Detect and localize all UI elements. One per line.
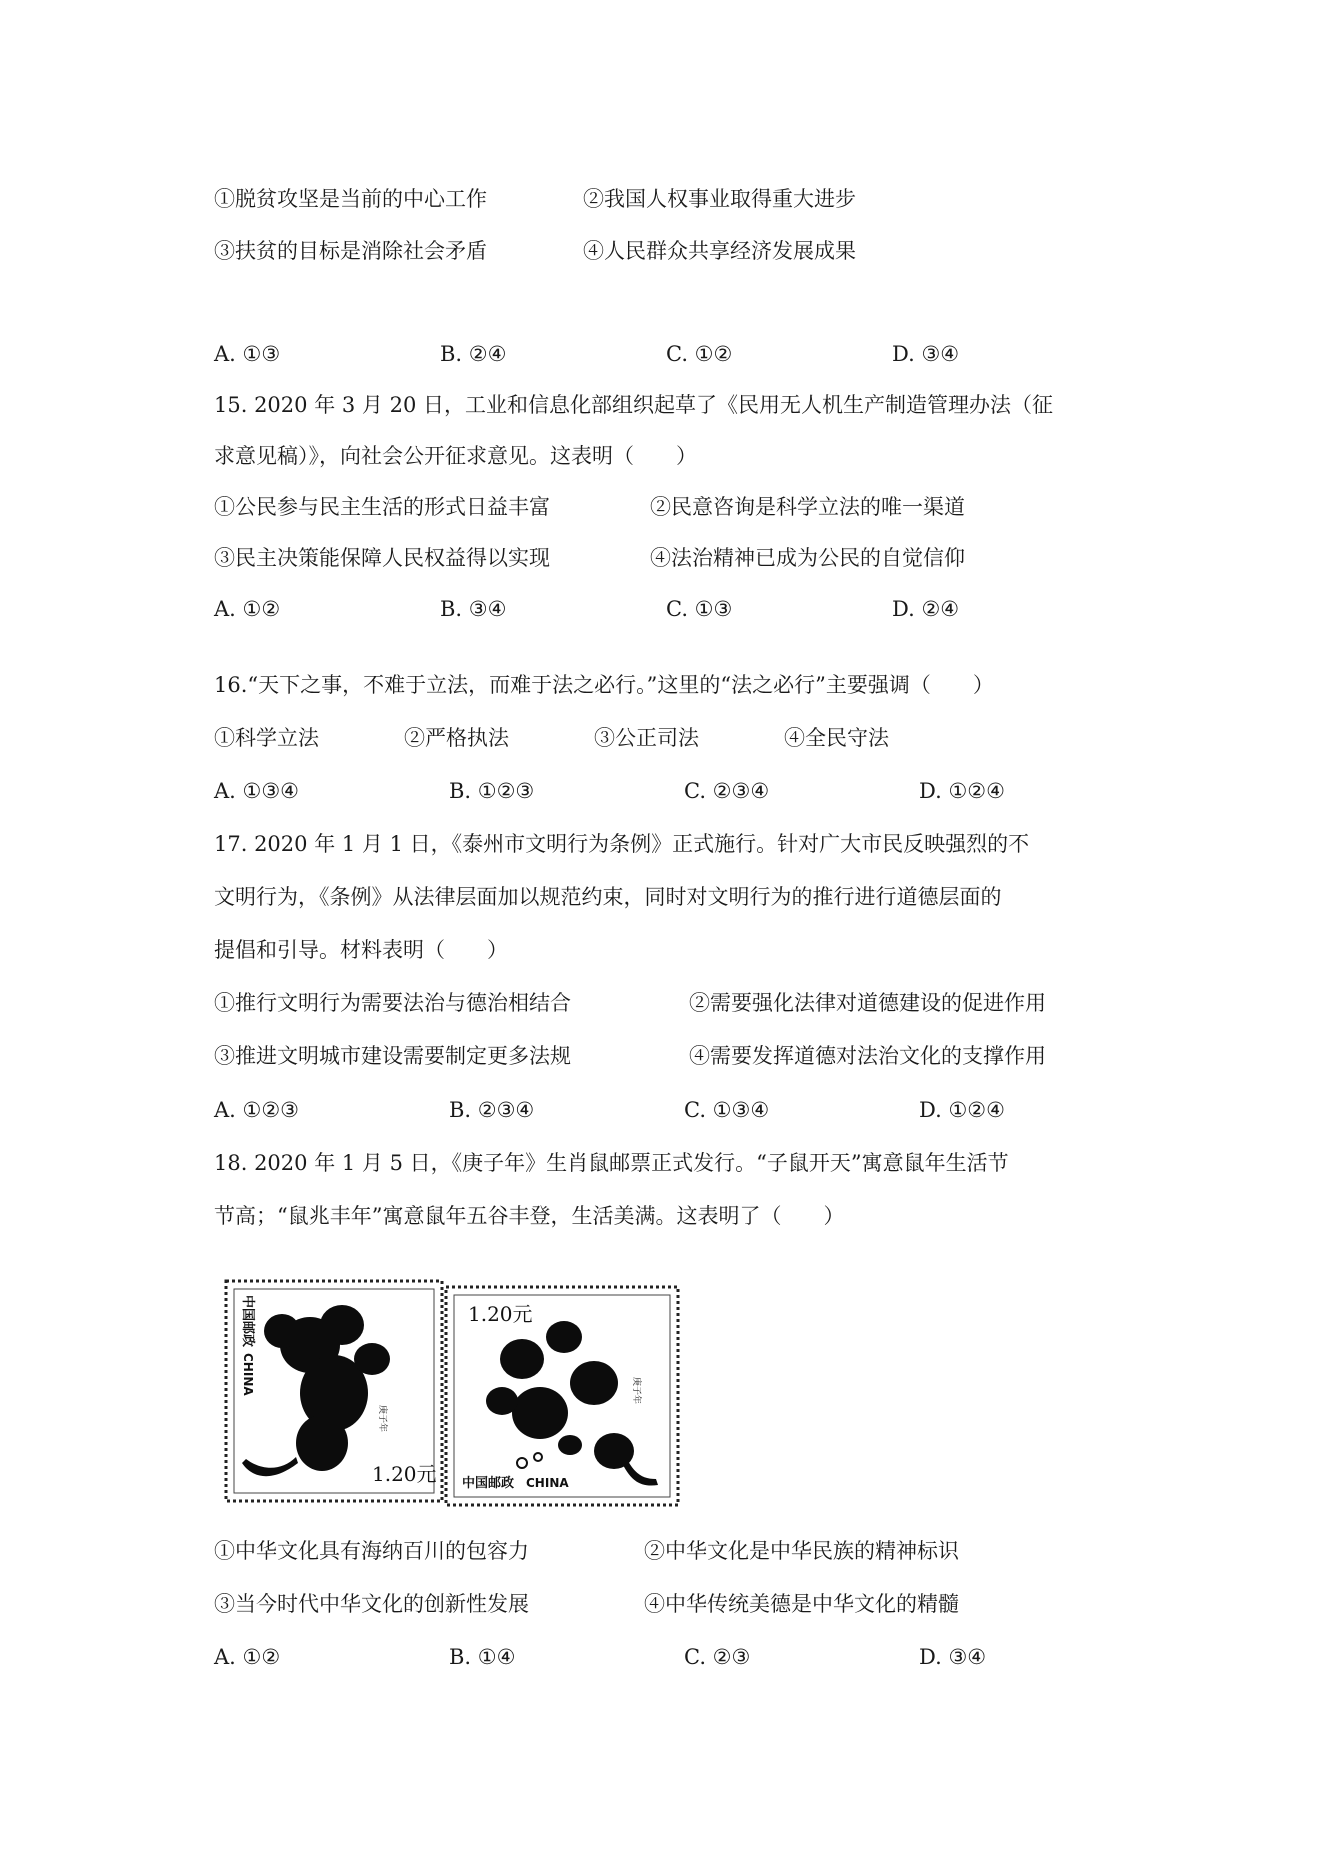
q17-statement-3: ③推进文明城市建设需要制定更多法规 (214, 1044, 571, 1068)
q18-statement-2: ②中华文化是中华民族的精神标识 (644, 1539, 959, 1563)
q18-statement-4: ④中华传统美德是中华文化的精髓 (644, 1592, 959, 1616)
q17-option-c[interactable]: C. ①③④ (684, 1098, 770, 1122)
stamp-1-year-label: 庚子年 (377, 1405, 387, 1433)
q16-statement-1: ①科学立法 (214, 726, 319, 750)
q16-option-a[interactable]: A. ①③④ (214, 779, 299, 803)
stamp-2-brand: 中国邮政 (462, 1476, 515, 1491)
q17-option-b[interactable]: B. ②③④ (449, 1098, 535, 1122)
q18-option-a[interactable]: A. ①② (214, 1645, 281, 1669)
q15-statement-3: ③民主决策能保障人民权益得以实现 (214, 546, 550, 570)
q18-option-c[interactable]: C. ②③ (684, 1645, 751, 1669)
q17-statement-1: ①推行文明行为需要法治与德治相结合 (214, 991, 571, 1015)
q14-option-a[interactable]: A. ①③ (214, 342, 281, 366)
q16-statement-4: ④全民守法 (784, 726, 889, 750)
stamp-2-value: 1.20元 (468, 1302, 533, 1326)
q17-statement-2: ②需要强化法律对道德建设的促进作用 (689, 991, 1046, 1015)
q14-statement-3: ③扶贫的目标是消除社会矛盾 (214, 239, 487, 263)
q18-statement-3: ③当今时代中华文化的创新性发展 (214, 1592, 529, 1616)
q18-statement-1: ①中华文化具有海纳百川的包容力 (214, 1539, 529, 1563)
q14-statement-1: ①脱贫攻坚是当前的中心工作 (214, 187, 487, 211)
q17-stem-line-3: 提倡和引导。材料表明（ ） (214, 938, 508, 962)
stamp-1-value: 1.20元 (372, 1462, 437, 1486)
q17-statement-4: ④需要发挥道德对法治文化的支撑作用 (689, 1044, 1046, 1068)
q18-option-b[interactable]: B. ①④ (449, 1645, 516, 1669)
q15-option-d[interactable]: D. ②④ (892, 597, 960, 621)
q18-stem-line-1: 18. 2020 年 1 月 5 日，《庚子年》生肖鼠邮票正式发行。“子鼠开天”寓意鼠年生活节 (214, 1151, 1009, 1175)
stamp-2-country: CHINA (526, 1476, 569, 1490)
zodiac-rat-stamps-image (222, 1273, 682, 1513)
q15-option-c[interactable]: C. ①③ (666, 597, 733, 621)
q14-statement-4: ④人民群众共享经济发展成果 (583, 239, 856, 263)
q14-option-d[interactable]: D. ③④ (892, 342, 960, 366)
q17-option-a[interactable]: A. ①②③ (214, 1098, 299, 1122)
stamp-1-country: CHINA (241, 1353, 255, 1396)
q18-stem-line-2: 节高；“鼠兆丰年”寓意鼠年五谷丰登，生活美满。这表明了（ ） (214, 1204, 845, 1228)
q16-stem-line-1: 16.“天下之事，不难于立法，而难于法之必行。”这里的“法之必行”主要强调（ ） (214, 673, 994, 697)
q16-statement-2: ②严格执法 (404, 726, 509, 750)
q15-statement-4: ④法治精神已成为公民的自觉信仰 (650, 546, 965, 570)
q15-option-b[interactable]: B. ③④ (440, 597, 507, 621)
q17-stem-line-1: 17. 2020 年 1 月 1 日，《泰州市文明行为条例》正式施行。针对广大市民反映强烈的不 (214, 832, 1030, 856)
q17-option-d[interactable]: D. ①②④ (919, 1098, 1005, 1122)
stamp-1 (226, 1281, 442, 1501)
q16-option-d[interactable]: D. ①②④ (919, 779, 1005, 803)
stamp-2-year-label: 庚子年 (631, 1377, 641, 1405)
q15-statement-1: ①公民参与民主生活的形式日益丰富 (214, 495, 550, 519)
q15-stem-line-2: 求意见稿）》，向社会公开征求意见。这表明（ ） (214, 444, 697, 468)
q18-option-d[interactable]: D. ③④ (919, 1645, 987, 1669)
q14-option-b[interactable]: B. ②④ (440, 342, 507, 366)
stamp-2 (446, 1287, 678, 1505)
stamp-1-brand: 中国邮政 (240, 1295, 255, 1348)
q16-statement-3: ③公正司法 (594, 726, 699, 750)
q15-statement-2: ②民意咨询是科学立法的唯一渠道 (650, 495, 965, 519)
q15-option-a[interactable]: A. ①② (214, 597, 281, 621)
q15-stem-line-1: 15. 2020 年 3 月 20 日，工业和信息化部组织起草了《民用无人机生产制造管理办法（征 (214, 393, 1053, 417)
q14-statement-2: ②我国人权事业取得重大进步 (583, 187, 856, 211)
q17-stem-line-2: 文明行为，《条例》从法律层面加以规范约束，同时对文明行为的推行进行道德层面的 (214, 885, 1002, 909)
q16-option-c[interactable]: C. ②③④ (684, 779, 770, 803)
q14-option-c[interactable]: C. ①② (666, 342, 733, 366)
q16-option-b[interactable]: B. ①②③ (449, 779, 535, 803)
